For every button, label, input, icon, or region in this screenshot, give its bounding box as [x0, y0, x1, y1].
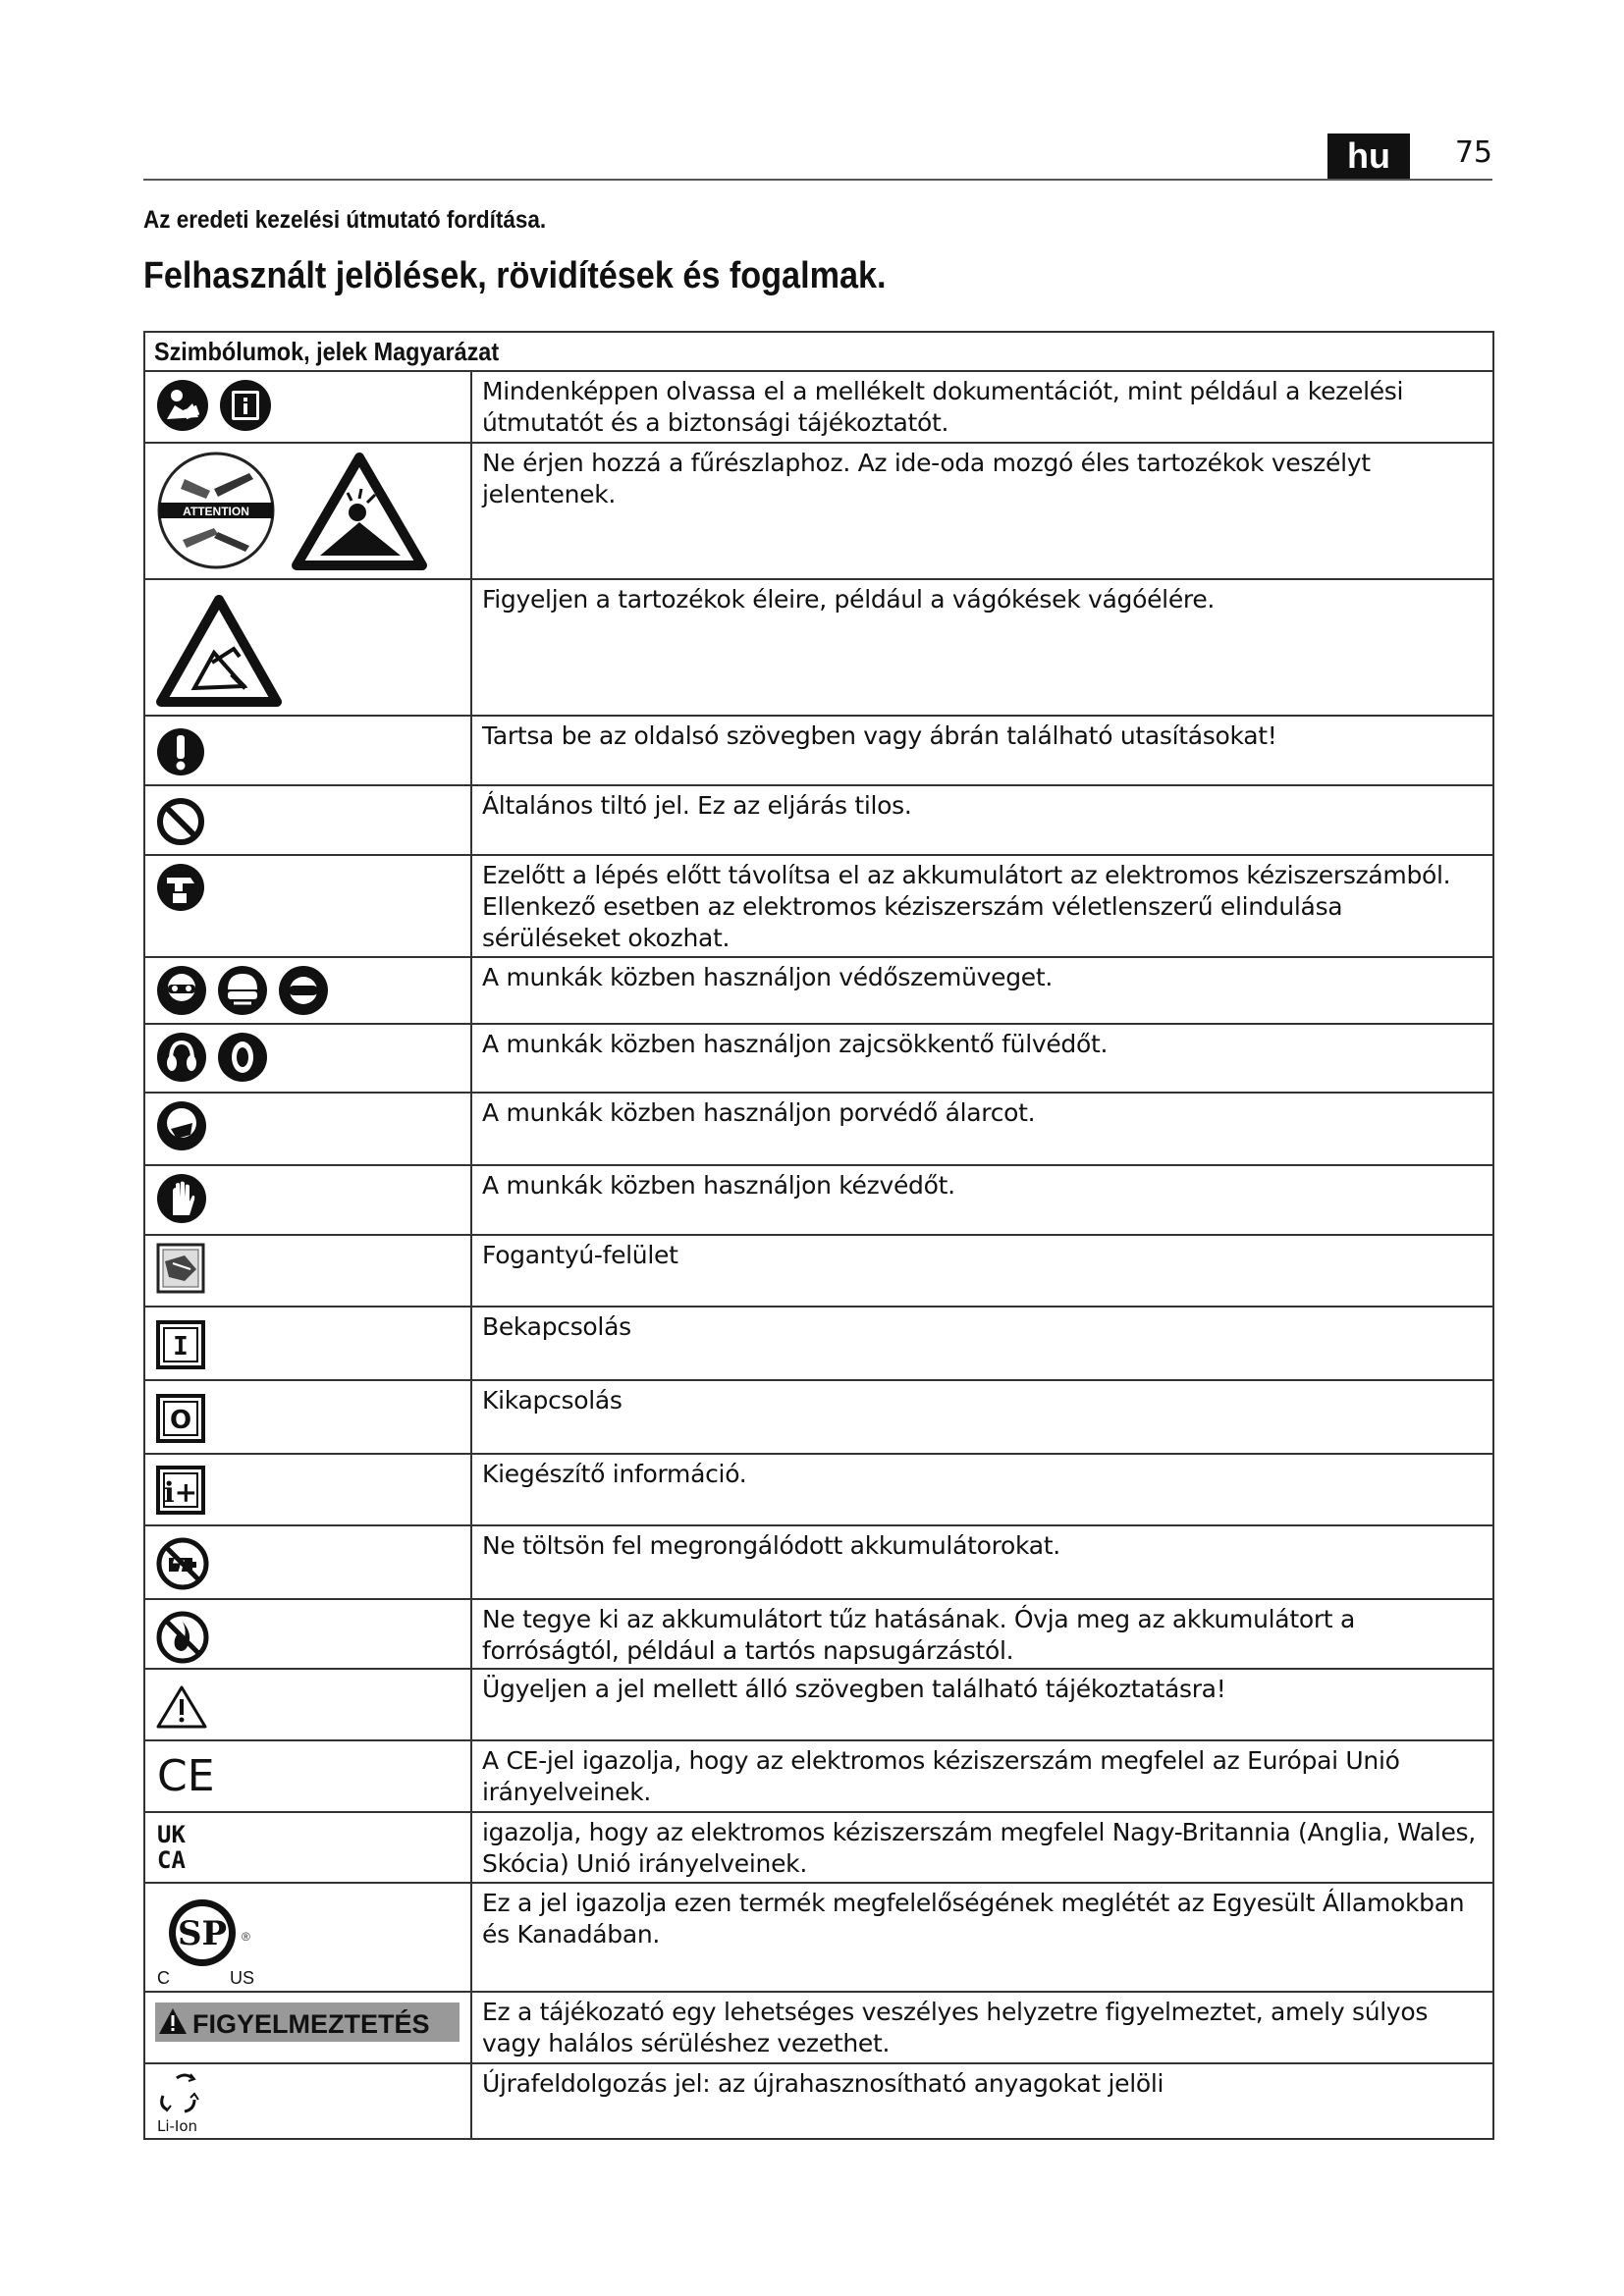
- table-row: [144, 957, 1493, 1024]
- no-fire-battery-icon: [145, 1600, 470, 1665]
- table-row: [144, 1812, 1493, 1883]
- ce-mark-icon: [145, 1741, 470, 1798]
- row-description: Fogantyú-felület: [471, 1235, 1493, 1307]
- row-description: Újrafeldolgozás jel: az újrahasznosítható anyagokat jelöli: [471, 2063, 1493, 2139]
- row-description: igazolja, hogy az elektromos kéziszerszám megfelel Nagy-Britannia (Anglia, Wales, Skócia) Unió irányelveinek.: [471, 1812, 1493, 1883]
- row-description: A munkák közben használjon zajcsökkentő fülvédőt.: [471, 1024, 1493, 1093]
- row-description: Ez a tájékozató egy lehetséges veszélyes helyzetre figyelmeztet, amely súlyos vagy halálos sérüléshez vezethet.: [471, 1992, 1493, 2063]
- table-row: [144, 716, 1493, 785]
- warning-label-icon: [145, 1993, 470, 2044]
- power-off-icon: [145, 1381, 470, 1444]
- safety-goggles-icon: [145, 958, 470, 1017]
- power-on-icon: [145, 1308, 470, 1370]
- symbols-table: [143, 331, 1494, 2140]
- table-row: [144, 1599, 1493, 1669]
- table-row: [144, 1380, 1493, 1454]
- row-description: A munkák közben használjon kézvédőt.: [471, 1165, 1493, 1235]
- table-row: [144, 1093, 1493, 1165]
- table-row: [144, 1165, 1493, 1235]
- svg-text:UK: UK: [157, 1821, 186, 1848]
- language-badge: hu: [1327, 133, 1410, 179]
- svg-text:i+: i+: [163, 1476, 198, 1509]
- row-description: Ne töltsön fel megrongálódott akkumulátorokat.: [471, 1525, 1493, 1599]
- grip-surface-icon: [145, 1236, 470, 1295]
- row-description: Bekapcsolás: [471, 1307, 1493, 1380]
- row-description: Ne érjen hozzá a fűrészlaphoz. Az ide-oda mozgó éles tartozékok veszélyt jelentenek.: [471, 443, 1493, 579]
- row-description: Ezelőtt a lépés előtt távolítsa el az akkumulátort az elektromos kéziszerszámból. Ellenkező esetben az elektromos kéziszerszám véletlenszerű elindulása sérüléseket okozhat.: [471, 855, 1493, 957]
- attention-saw-blade-icon: [145, 444, 470, 571]
- row-description: Általános tiltó jel. Ez az eljárás tilos.: [471, 785, 1493, 855]
- table-row: [144, 1525, 1493, 1599]
- table-row: [144, 1883, 1493, 1992]
- prohibition-icon: [145, 786, 470, 847]
- mandatory-action-icon: [145, 717, 470, 777]
- row-description: Figyeljen a tartozékok éleire, például a vágókések vágóélére.: [471, 579, 1493, 716]
- sharp-edge-warning-icon: [145, 580, 470, 710]
- svg-text:CE: CE: [157, 1751, 215, 1798]
- table-row: [144, 1307, 1493, 1380]
- gloves-icon: [145, 1166, 470, 1225]
- table-row: [144, 2063, 1493, 2139]
- svg-text:US: US: [230, 1968, 255, 1988]
- table-row: [144, 579, 1493, 716]
- svg-text:FIGYELMEZTETÉS: FIGYELMEZTETÉS: [192, 2009, 430, 2039]
- table-row: [144, 1992, 1493, 2063]
- svg-text:®: ®: [242, 1930, 250, 1944]
- translation-note: Az eredeti kezelési útmutató fordítása.: [143, 206, 547, 234]
- page-number: 75: [1454, 135, 1492, 170]
- svg-text:Li-Ion: Li-Ion: [157, 2117, 198, 2135]
- dust-mask-icon: [145, 1094, 470, 1152]
- row-description: A munkák közben használjon porvédő álarcot.: [471, 1093, 1493, 1165]
- header-divider: [143, 179, 1492, 181]
- svg-text:CA: CA: [157, 1846, 186, 1872]
- table-row: [144, 443, 1493, 579]
- table-row: [144, 1669, 1493, 1740]
- row-description: Kikapcsolás: [471, 1380, 1493, 1454]
- row-description: Ne tegye ki az akkumulátort tűz hatásának. Óvja meg az akkumulátort a forróságtól, például a tartós napsugárzástól.: [471, 1599, 1493, 1669]
- svg-text:O: O: [169, 1406, 192, 1435]
- read-manual-icon: [145, 372, 470, 433]
- ear-protection-icon: [145, 1025, 470, 1084]
- table-row: [144, 1235, 1493, 1307]
- table-row: [144, 1024, 1493, 1093]
- svg-text:ATTENTION: ATTENTION: [183, 505, 249, 518]
- table-row: [144, 371, 1493, 443]
- row-description: Kiegészítő információ.: [471, 1454, 1493, 1525]
- row-description: Ügyeljen a jel mellett álló szövegben található tájékoztatásra!: [471, 1669, 1493, 1740]
- csa-mark-icon: [145, 1884, 470, 1988]
- row-description: Mindenképpen olvassa el a mellékelt dokumentációt, mint például a kezelési útmutatót és a biztonsági tájékoztatót.: [471, 371, 1493, 443]
- row-description: Ez a jel igazolja ezen termék megfelelőségének meglétét az Egyesült Államokban és Kanadában.: [471, 1883, 1493, 1992]
- page-title: Felhasznált jelölések, rövidítések és fogalmak.: [143, 255, 887, 296]
- warning-triangle-icon: [145, 1670, 470, 1731]
- table-row: [144, 1740, 1493, 1812]
- row-description: A CE-jel igazolja, hogy az elektromos kéziszerszám megfelel az Európai Unió irányelveinek.: [471, 1740, 1493, 1812]
- table-row: [144, 1454, 1493, 1525]
- row-description: Tartsa be az oldalsó szövegben vagy ábrán található utasításokat!: [471, 716, 1493, 785]
- recycling-liion-icon: [145, 2064, 470, 2135]
- no-charge-damaged-battery-icon: [145, 1526, 470, 1591]
- remove-battery-icon: [145, 856, 470, 913]
- table-row: [144, 855, 1493, 957]
- info-plus-icon: [145, 1455, 470, 1516]
- table-header: Szimbólumok, jelek Magyarázat: [144, 332, 1493, 371]
- svg-text:I: I: [173, 1332, 189, 1362]
- svg-text:SP: SP: [177, 1914, 228, 1953]
- ukca-mark-icon: [145, 1813, 470, 1872]
- svg-text:C: C: [157, 1968, 170, 1988]
- table-row: [144, 785, 1493, 855]
- table-header-row: [144, 332, 1493, 371]
- row-description: A munkák közben használjon védőszemüveget.: [471, 957, 1493, 1024]
